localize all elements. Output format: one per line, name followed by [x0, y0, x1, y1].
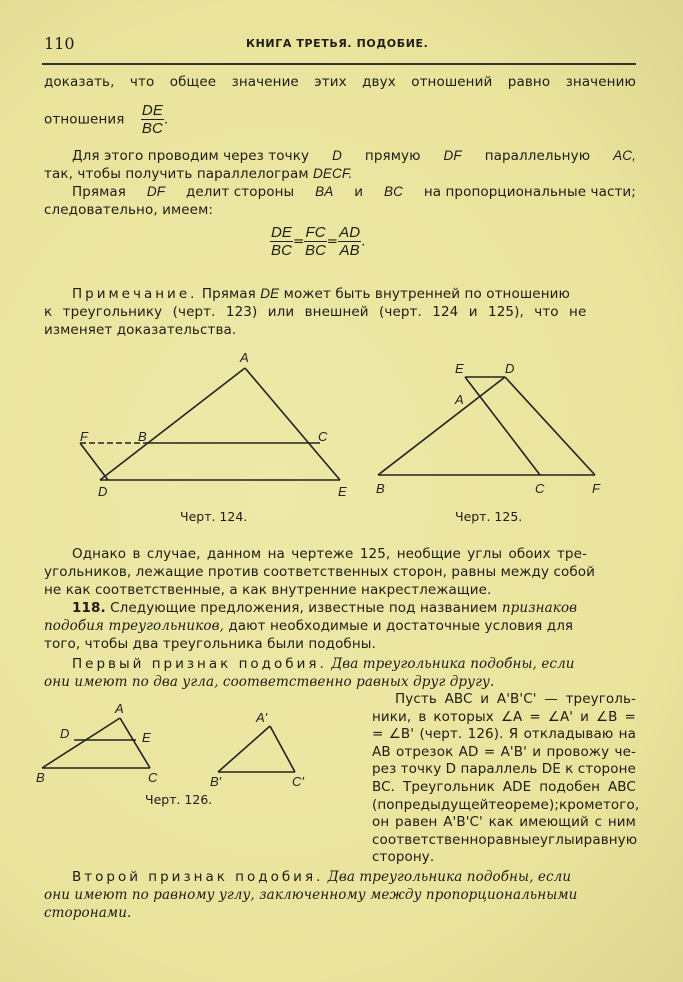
label-c-prime: C': [292, 774, 304, 789]
label-c: C: [535, 481, 545, 496]
word: на: [618, 726, 636, 743]
running-header: КНИГА ТРЕТЬЯ. ПОДОБИЕ.: [246, 37, 429, 50]
label-d: D: [60, 726, 70, 741]
word: общее: [169, 74, 217, 90]
word: D: [445, 761, 457, 778]
word: и: [532, 743, 542, 760]
term: подобия треугольников,: [44, 618, 224, 634]
word: равную: [583, 831, 638, 848]
math: D: [332, 148, 342, 163]
word: и: [574, 831, 584, 848]
word: имеющий: [519, 814, 589, 831]
word: =: [529, 708, 541, 725]
word: AB: [372, 743, 391, 760]
label-b: B: [376, 481, 385, 496]
word: параллель: [460, 761, 538, 778]
numerator: DE: [271, 224, 293, 241]
word: ним: [607, 814, 636, 831]
text: Следующие предложения, известные под названием: [110, 600, 498, 616]
line-a1b1: [218, 726, 270, 772]
text: и: [354, 184, 364, 200]
numerator: DE: [141, 102, 163, 119]
right-column-line: [395, 691, 636, 707]
word: равные: [486, 831, 540, 848]
section-number: 118.: [72, 600, 106, 616]
word: подобен: [539, 779, 601, 795]
word: равно: [507, 74, 551, 90]
right-column-line: [372, 709, 636, 725]
math: DF: [443, 148, 462, 163]
word: ∠A: [500, 708, 523, 725]
word: A'B': [500, 743, 527, 760]
word: ∠A': [547, 708, 574, 725]
p5-line3: того, чтобы два треугольника были подобны.: [44, 636, 376, 652]
theorem-text: Два треугольника подобны, если: [331, 656, 575, 672]
word: этих: [314, 74, 347, 90]
word: рез: [372, 761, 397, 778]
text: так, чтобы получить параллелограм: [44, 166, 309, 182]
word: треуголь-: [565, 691, 636, 707]
label-b: B: [36, 770, 45, 785]
figure-124: [80, 368, 340, 480]
word: отрезок: [396, 743, 454, 760]
word: (черт.: [419, 726, 463, 743]
label-a: A: [115, 701, 124, 716]
line-bd: [378, 377, 505, 475]
text: параллельную: [484, 148, 591, 164]
word: значению: [565, 74, 636, 90]
word: Треугольник: [402, 779, 495, 795]
math: AC,: [613, 148, 636, 163]
word: A'B'C': [496, 691, 537, 707]
word: =: [624, 708, 636, 725]
word: ADE: [502, 779, 532, 795]
word: и: [480, 691, 490, 707]
p7-line1: [72, 869, 571, 885]
word: что: [129, 74, 155, 90]
p3-line2: следовательно, имеем:: [44, 202, 214, 218]
right-column-line: [372, 726, 636, 742]
page-number: 110: [44, 34, 75, 53]
word: DE: [541, 761, 561, 778]
math: DECF.: [313, 166, 353, 181]
math: DE: [260, 286, 280, 301]
denominator: AB: [339, 242, 360, 259]
word: провожу: [546, 743, 610, 760]
word: с: [594, 814, 603, 831]
theorem-text: Два треугольника подобны, если: [327, 869, 572, 885]
word: отношений: [411, 74, 493, 90]
line-ab: [42, 718, 120, 768]
word: откладываю: [523, 726, 614, 743]
word: углы: [540, 831, 575, 848]
text: дают необходимые и достаточные условия для: [228, 618, 574, 634]
theorem-label: Первый признак подобия.: [72, 656, 327, 672]
line-df: [505, 377, 595, 475]
label-c: C: [318, 429, 328, 444]
word: в: [418, 708, 427, 725]
text: отношения: [44, 111, 125, 128]
word: ∠B: [595, 708, 618, 725]
right-column-line: [372, 779, 636, 795]
figure-126: [42, 718, 295, 772]
label-d: D: [98, 484, 108, 499]
caption-124: Черт. 124.: [180, 509, 248, 524]
label-a: A: [455, 392, 464, 407]
word: к: [565, 761, 574, 778]
word: (по: [372, 796, 395, 813]
word: двух: [362, 74, 396, 90]
word: которых: [433, 708, 494, 725]
text: Прямая: [201, 286, 256, 302]
line-ad: [100, 368, 245, 480]
word: он: [372, 814, 390, 831]
line-ae: [245, 368, 340, 480]
note-line2: к треугольнику (черт. 123) или внешней (черт. 124 и 125), что не: [44, 304, 587, 320]
numerator: AD: [339, 224, 361, 241]
word: AD: [458, 743, 479, 760]
word: Я: [508, 726, 519, 743]
denominator: BC: [305, 242, 327, 259]
right-column-line: сторону.: [372, 849, 435, 866]
label-f: F: [80, 429, 88, 444]
right-column-line: [372, 796, 640, 813]
word: стороне: [577, 761, 636, 778]
label-e: E: [455, 361, 464, 376]
label-c: C: [148, 770, 158, 785]
label-e: E: [338, 484, 347, 499]
word: —: [544, 691, 558, 707]
math: BC: [383, 184, 403, 199]
term: признаков: [501, 600, 578, 616]
text: Прямая: [72, 184, 127, 200]
word: значение: [231, 74, 299, 90]
label-b-prime: B': [210, 774, 222, 789]
word: ABC: [607, 779, 636, 795]
right-column-line: [372, 744, 636, 760]
label-f: F: [592, 481, 600, 496]
p4-line3: не как соответственные, а как внутренние накрестлежащие.: [44, 582, 492, 598]
label-a: A: [240, 350, 249, 365]
word: ники,: [372, 708, 412, 725]
text: делит стороны: [185, 184, 295, 200]
p1-line2: отношения $\frac{DE}{BC}$ .: [44, 102, 169, 137]
text: на пропорциональные части;: [423, 184, 636, 200]
p4-line1: Однако в случае, данном на чертеже 125, необщие углы обоих тре-: [72, 546, 587, 562]
right-column-line: [372, 832, 636, 848]
word: соответственно: [372, 831, 487, 848]
word: кроме: [558, 796, 603, 813]
p6-line1: [72, 656, 575, 672]
p7-line3: сторонами.: [44, 905, 132, 921]
word: ∠B': [388, 726, 415, 743]
numerator: FC: [305, 224, 326, 241]
note-label: Примечание.: [72, 286, 198, 302]
text: Для этого проводим через точку: [72, 148, 310, 164]
word: =: [372, 726, 384, 743]
figure-125: [378, 377, 595, 475]
caption-126: Черт. 126.: [145, 792, 213, 807]
word: че-: [614, 743, 636, 760]
word: ABC: [444, 691, 473, 707]
word: теореме);: [488, 796, 559, 813]
word: 126).: [467, 726, 504, 743]
text: прямую: [364, 148, 421, 164]
label-e: E: [142, 730, 151, 745]
word: точку: [400, 761, 442, 778]
line-fd: [80, 443, 108, 480]
label-d: D: [505, 361, 515, 376]
theorem-label: Второй признак подобия.: [72, 869, 324, 885]
denominator: BC: [141, 120, 163, 137]
denominator: BC: [271, 242, 293, 259]
word: BC.: [372, 779, 396, 795]
label-a-prime: A': [256, 710, 268, 725]
caption-125: Черт. 125.: [455, 509, 523, 524]
line-a1c1: [270, 726, 295, 772]
p5-line1: [72, 600, 577, 616]
word: A'B'C': [443, 814, 483, 831]
word: равен: [395, 814, 438, 831]
proportion-formula: $\frac{DE}{BC}$ = $\frac{FC}{BC}$ = $\frac{AD}{AB}$ .: [271, 224, 366, 259]
p5-line2: [44, 618, 573, 634]
word: и: [580, 708, 589, 725]
word: как: [488, 814, 514, 831]
word: Пусть: [395, 691, 437, 707]
note-line3: изменяет доказательства.: [44, 322, 237, 338]
right-column-line: [372, 761, 636, 777]
word: предыдущей: [394, 796, 489, 813]
label-b: B: [138, 429, 147, 444]
right-column-line: [372, 814, 636, 830]
math: BA: [315, 184, 334, 199]
p4-line2: угольников, лежащие против соответственных сторон, равны между собой: [44, 564, 596, 580]
p7-line2: они имеют по равному углу, заключенному между пропорциональными: [44, 887, 578, 903]
text: может быть внутренней по отношению: [283, 286, 570, 302]
math: DF: [146, 184, 166, 199]
word: того,: [602, 796, 640, 813]
word: доказать,: [44, 74, 115, 90]
p6-line2: они имеют по два угла, соответственно равных друг другу.: [44, 674, 495, 690]
word: =: [483, 743, 496, 760]
line-ec: [465, 377, 540, 475]
